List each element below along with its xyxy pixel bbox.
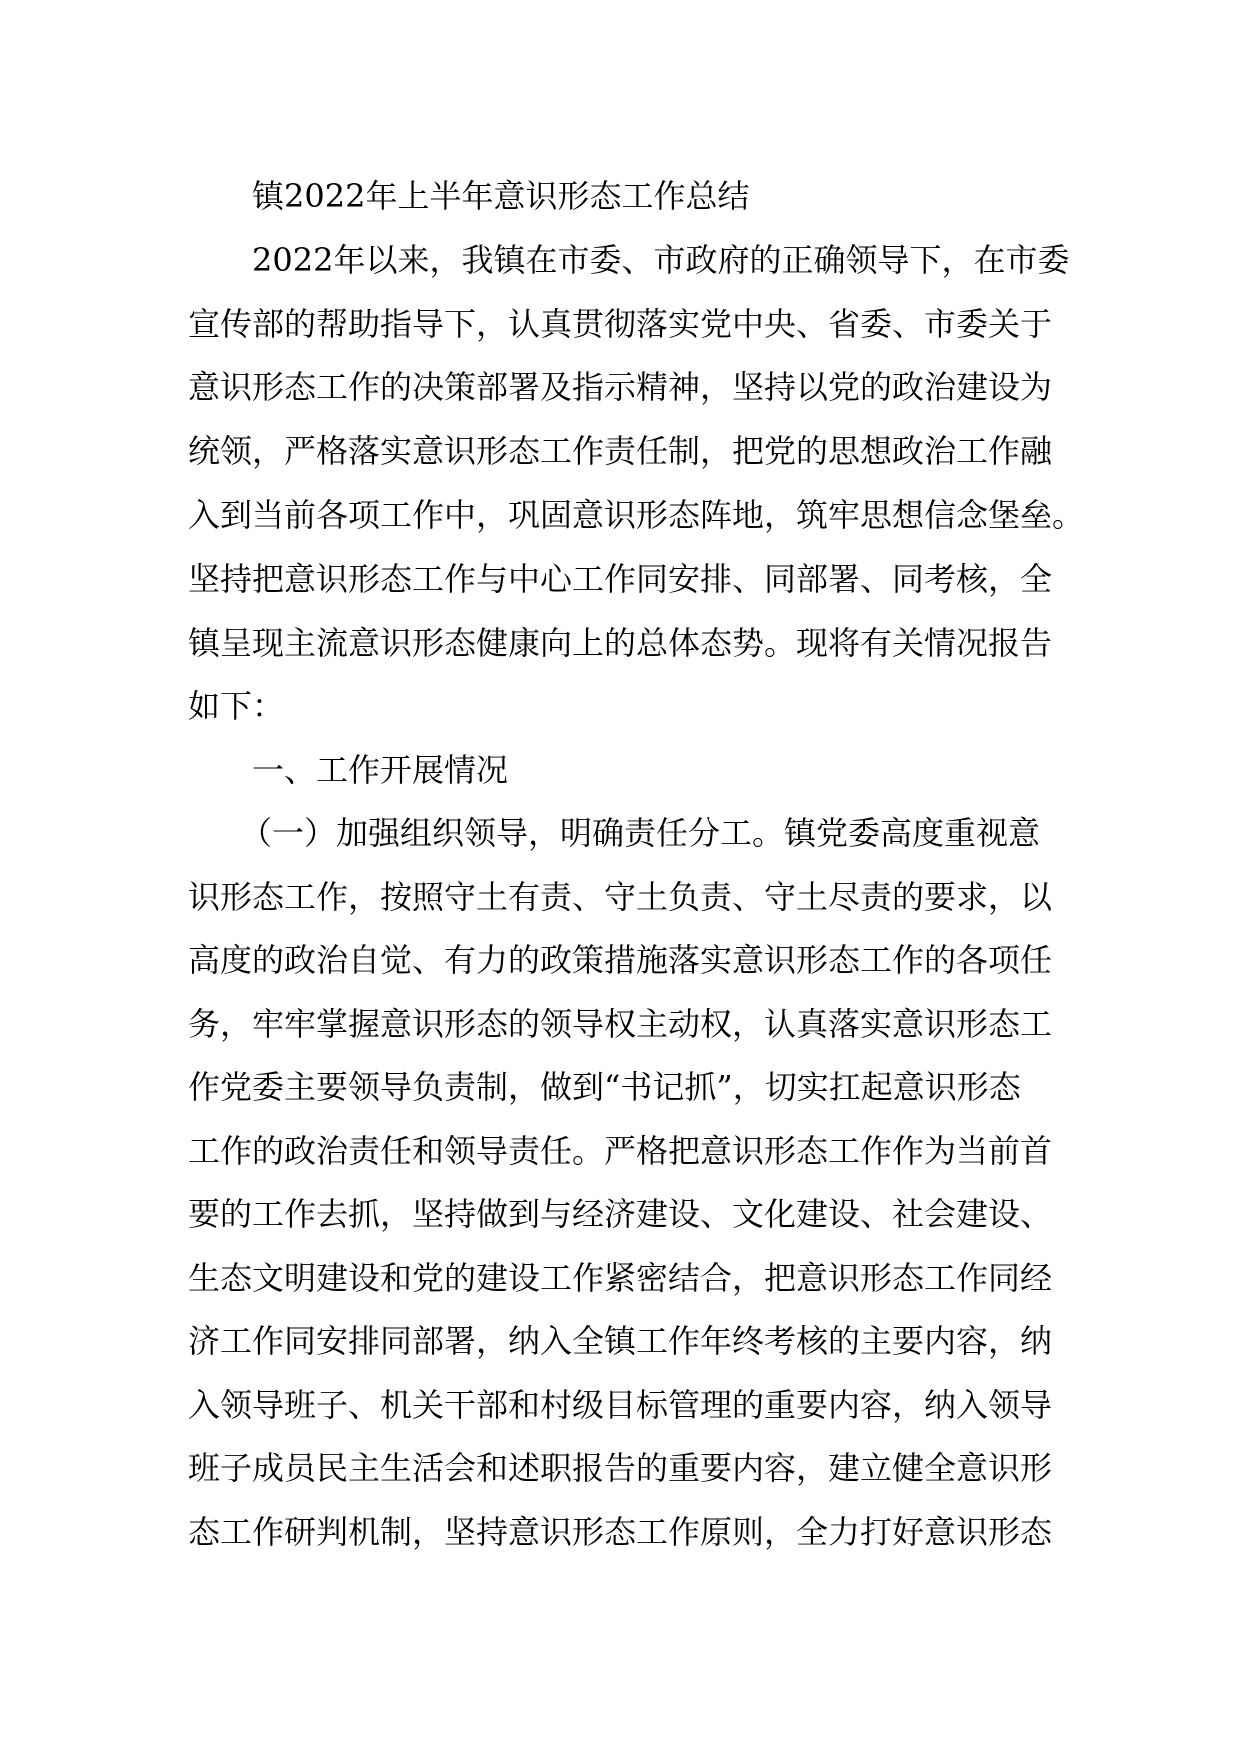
- paragraph-line: 工作的政治责任和领导责任。严格把意识形态工作作为当前首: [188, 1132, 1053, 1170]
- paragraph-line: 生态文明建设和党的建设工作紧密结合，把意识形态工作同经: [188, 1259, 1053, 1297]
- paragraph-line: 要的工作去抓，坚持做到与经济建设、文化建设、社会建设、: [188, 1195, 1053, 1233]
- paragraph-line: 2022年以来，我镇在市委、市政府的正确领导下，在市委: [252, 241, 1070, 279]
- paragraph-line: 坚持把意识形态工作与中心工作同安排、同部署、同考核，全: [188, 560, 1053, 598]
- document-title: 镇2022年上半年意识形态工作总结: [252, 177, 750, 215]
- paragraph-line: 意识形态工作的决策部署及指示精神，坚持以党的政治建设为: [188, 368, 1053, 406]
- paragraph-line: 作党委主要领导负责制，做到“书记抓”，切实扛起意识形态: [188, 1068, 1021, 1106]
- paragraph-line: 识形态工作，按照守土有责、守土负责、守土尽责的要求，以: [188, 878, 1053, 916]
- paragraph-line: 镇呈现主流意识形态健康向上的总体态势。现将有关情况报告: [188, 624, 1053, 662]
- paragraph-line: 入到当前各项工作中，巩固意识形态阵地，筑牢思想信念堡垒。: [188, 496, 1085, 534]
- paragraph-line: 班子成员民主生活会和述职报告的重要内容，建立健全意识形: [188, 1449, 1053, 1487]
- paragraph-line: 务，牢牢掌握意识形态的领导权主动权，认真落实意识形态工: [188, 1005, 1053, 1043]
- paragraph-line: 态工作研判机制，坚持意识形态工作原则，全力打好意识形态: [188, 1513, 1053, 1551]
- paragraph-line: 高度的政治自觉、有力的政策措施落实意识形态工作的各项任: [188, 941, 1053, 979]
- paragraph-line: 统领，严格落实意识形态工作责任制，把党的思想政治工作融: [188, 432, 1053, 470]
- paragraph-line: （一）加强组织领导，明确责任分工。镇党委高度重视意: [240, 814, 1041, 852]
- paragraph-line: 入领导班子、机关干部和村级目标管理的重要内容，纳入领导: [188, 1386, 1053, 1424]
- paragraph-line: 如下：: [188, 687, 285, 725]
- paragraph-line: 济工作同安排同部署，纳入全镇工作年终考核的主要内容，纳: [188, 1322, 1053, 1360]
- paragraph-line: 宣传部的帮助指导下，认真贯彻落实党中央、省委、市委关于: [188, 305, 1053, 343]
- section-heading: 一、工作开展情况: [252, 751, 509, 789]
